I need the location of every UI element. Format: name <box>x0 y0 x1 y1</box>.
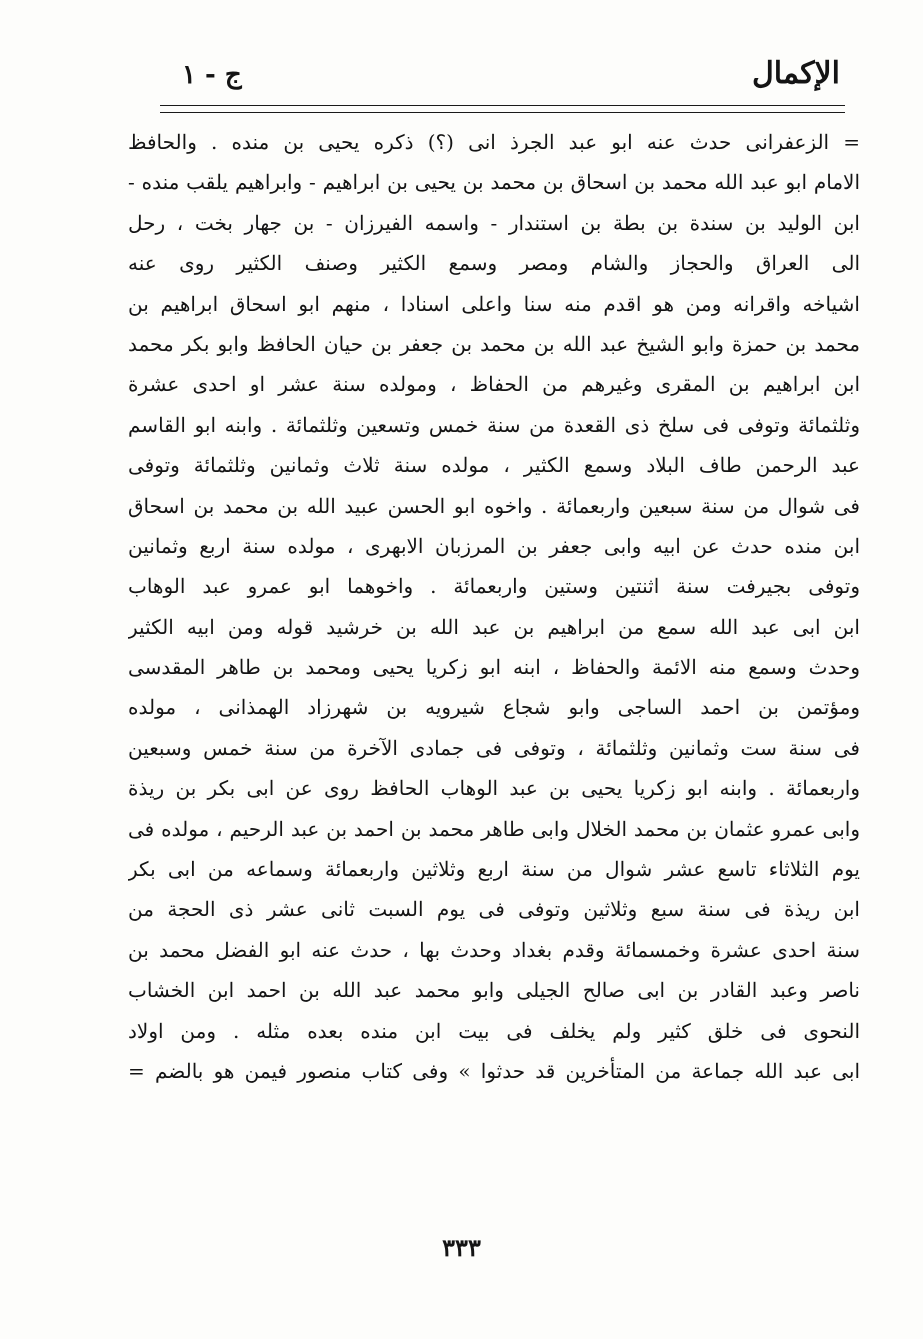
body-text <box>128 122 860 1091</box>
text-line: محمد بن حمزة وابو الشيخ عبد الله بن محمد بن جعفر بن حيان الحافظ وابو بكر محمد <box>128 331 860 356</box>
text-line: سنة احدی عشرة وخمسمائة وقدم بغداد وحدث بها ، حدث عنه ابو الفضل محمد بن <box>128 937 860 962</box>
text-line: النحوی فی خلق كثير ولم يخلف فی بيت ابن منده بعده مثله . ومن اولاد <box>128 1018 860 1043</box>
text-line: الامام ابو عبد الله محمد بن اسحاق بن محمد بن يحيی بن ابراهيم - وابراهيم يلقب منده - <box>128 170 860 195</box>
text-line: يوم الثلاثاء تاسع عشر شوال من سنة اربع وثلاثين واربعمائة وسماعه من ابی بكر <box>128 857 860 882</box>
text-line: اشياخه واقرانه ومن هو اقدم منه سنا واعلی اسنادا ، منهم ابو اسحاق ابراهيم بن <box>128 291 860 316</box>
page-header <box>160 52 840 102</box>
text-line: ابی عبد الله جماعة من المتأخرين قد حدثوا » وفی كتاب منصور فيمن هو بالضم = <box>128 1058 860 1083</box>
book-title: الإكمال <box>751 56 840 91</box>
text-line: الی العراق والحجاز والشام ومصر وسمع الكثير وصنف الكثير روی عنه <box>128 251 860 276</box>
text-line: عبد الرحمن طاف البلاد وسمع الكثير ، مولده سنة ثلاث وثمانين وثلثمائة وتوفی <box>128 453 860 478</box>
text-line: وحدث وسمع منه الائمة والحفاظ ، ابنه ابو زكريا يحيی ومحمد بن طاهر المقدسی <box>128 655 860 680</box>
volume-number: ج - ١ <box>182 60 242 90</box>
text-line: وثلثمائة وتوفی فی سلخ ذی القعدة من سنة خمس وتسعين وثلثمائة . وابنه ابو القاسم <box>128 412 860 437</box>
header-rule-top <box>160 105 845 106</box>
text-line: فی شوال من سنة سبعين واربعمائة . واخوه ابو الحسن عبيد الله بن محمد بن اسحاق <box>128 493 860 518</box>
text-line: وابی عمرو عثمان بن محمد الخلال وابی طاهر محمد بن احمد بن عبد الرحيم ، مولده فی <box>128 816 860 841</box>
header-rule-bottom <box>160 112 845 113</box>
text-line: ناصر وعبد القادر بن ابی صالح الجيلی وابو محمد عبد الله بن احمد ابن الخشاب <box>128 978 860 1003</box>
text-line: وتوفی بجيرفت سنة اثنتين وستين واربعمائة . واخوهما ابو عمرو عبد الوهاب <box>128 574 860 599</box>
text-line: واربعمائة . وابنه ابو زكريا يحيی بن عبد الوهاب الحافظ روی عن ابی بكر بن ريذة <box>128 776 860 801</box>
page-number: ٣٣٣ <box>442 1233 481 1262</box>
text-line: = الزعفرانی حدث عنه ابو عبد الجرذ انی (؟) ذكره يحيی بن منده . والحافظ <box>128 130 860 154</box>
text-line: ابن ابراهيم بن المقری وغيرهم من الحفاظ ، ومولده سنة عشر او احدی عشرة <box>128 372 860 397</box>
text-line: فی سنة ست وثمانين وثلثمائة ، وتوفی فی جمادی الآخرة من سنة خمس وسبعين <box>128 735 860 760</box>
text-line: ابن منده حدث عن ابيه وابی جعفر بن المرزبان الابهری ، مولده سنة اربع وثمانين <box>128 533 860 558</box>
text-line: ابن الوليد بن سندة بن بطة بن استندار - واسمه الفيرزان - بن جهار بخت ، رحل <box>128 210 860 235</box>
text-line: ابن ريذة فی سنة سبع وثلاثين وتوفی فی يوم السبت ثانی عشر ذی الحجة من <box>128 897 860 922</box>
text-line: ابن ابی عبد الله سمع من ابراهيم بن عبد الله بن خرشيد قوله ومن ابيه الكثير <box>128 614 860 639</box>
text-line: ومؤتمن بن احمد الساجی وابو شجاع شيرويه بن شهرزاد الهمذانی ، مولده <box>128 695 860 720</box>
